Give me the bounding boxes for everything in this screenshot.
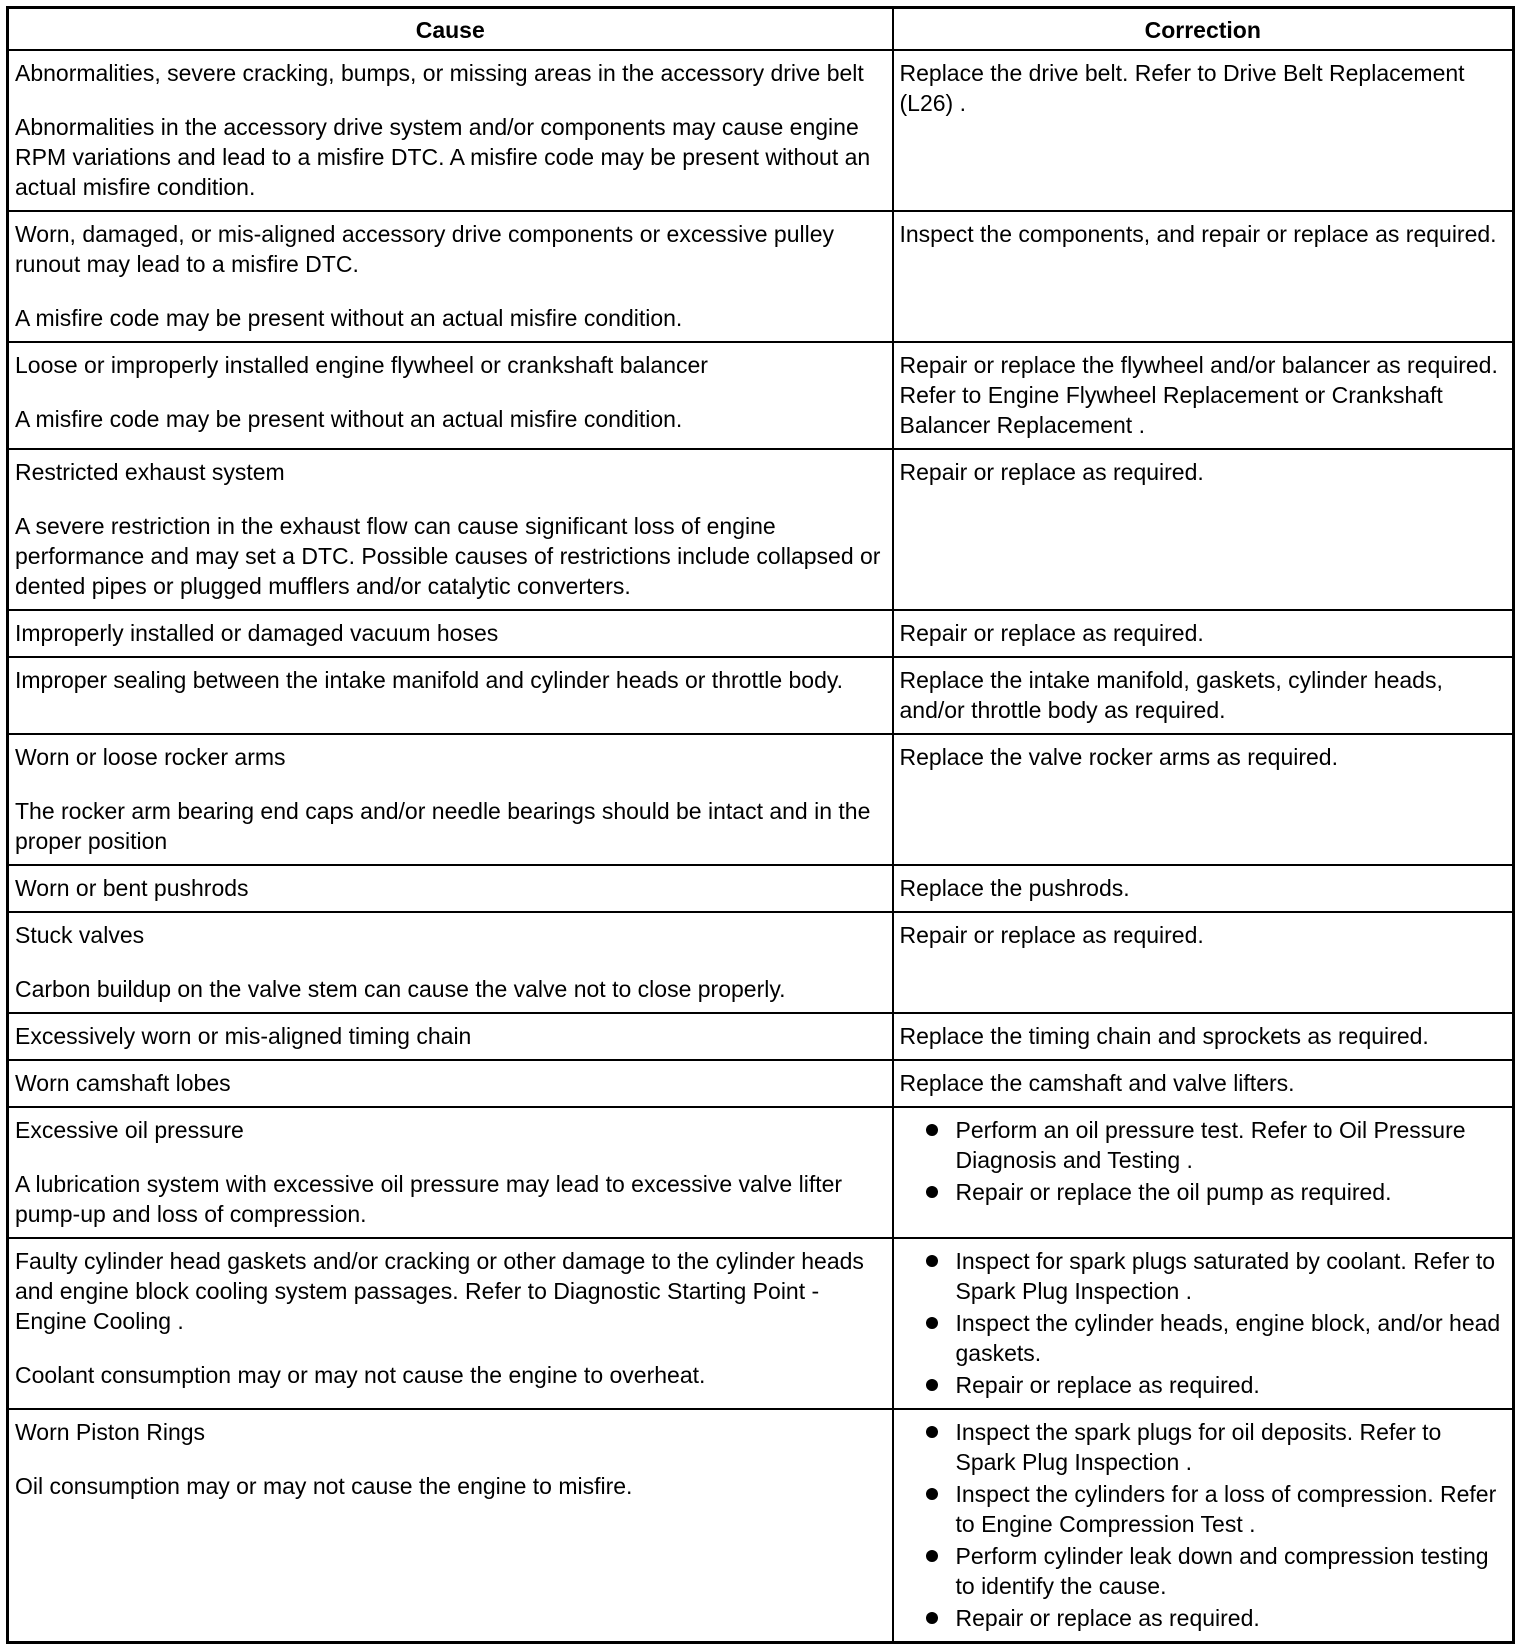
bullet-icon: [926, 1124, 938, 1136]
correction-list: [900, 1115, 1507, 1207]
cause-text: Worn Piston Rings: [15, 1419, 206, 1445]
correction-step-text: Perform an oil pressure test. Refer to Oil Pressure Diagnosis and Testing .: [955, 1117, 1466, 1173]
correction-text: Inspect the components, and repair or replace as required.: [899, 221, 1497, 247]
cause-text: Improperly installed or damaged vacuum hoses: [15, 620, 499, 646]
correction-list-item: [926, 1308, 1507, 1368]
correction-list-item: [926, 1603, 1507, 1633]
cause-note: Oil consumption may or may not cause the engine to misfire.: [15, 1473, 633, 1499]
correction-list-item: [926, 1370, 1507, 1400]
cause-text: Stuck valves: [15, 922, 145, 948]
cause-note: The rocker arm bearing end caps and/or needle bearings should be intact and in the proper position: [15, 798, 871, 854]
bullet-icon: [926, 1488, 938, 1500]
document-page: [6, 6, 1512, 1644]
cause-cell: [8, 734, 893, 865]
cause-text: Worn or bent pushrods: [15, 875, 249, 901]
cause-note: Coolant consumption may or may not cause the engine to overheat.: [15, 1362, 706, 1388]
table-row: [8, 342, 1514, 449]
correction-text: Repair or replace as required.: [899, 922, 1204, 948]
cause-cell: [8, 610, 893, 657]
table-row: [8, 1060, 1514, 1107]
cause-text: Worn, damaged, or mis-aligned accessory drive components or excessive pulley runout may lead to a misfire DTC.: [15, 221, 835, 277]
correction-cell: [893, 865, 1514, 912]
cause-cell: [8, 1238, 893, 1409]
correction-step-text: Perform cylinder leak down and compression testing to identify the cause.: [955, 1543, 1489, 1599]
cause-note: A misfire code may be present without an actual misfire condition.: [15, 406, 683, 432]
cause-cell: [8, 342, 893, 449]
cause-cell: [8, 865, 893, 912]
cause-text: Excessively worn or mis-aligned timing chain: [15, 1023, 472, 1049]
table-row: [8, 734, 1514, 865]
header-row: [8, 8, 1514, 51]
correction-step-text: Inspect the cylinders for a loss of compression. Refer to Engine Compression Test .: [955, 1481, 1497, 1537]
bullet-icon: [926, 1317, 938, 1329]
correction-cell: [893, 610, 1514, 657]
correction-list: [900, 1417, 1507, 1633]
correction-step-text: Repair or replace as required.: [955, 1605, 1260, 1631]
table-row: [8, 610, 1514, 657]
table-row: [8, 1238, 1514, 1409]
table-body: [8, 50, 1514, 1643]
correction-cell: [893, 912, 1514, 1013]
header-cause: Cause: [8, 8, 893, 51]
correction-text: Replace the valve rocker arms as required.: [899, 744, 1338, 770]
correction-text: Repair or replace the flywheel and/or balancer as required. Refer to Engine Flywheel Replacement or Crankshaft Balancer Replacement .: [899, 352, 1498, 438]
cause-cell: [8, 912, 893, 1013]
table-row: [8, 657, 1514, 734]
correction-step-text: Repair or replace as required.: [955, 1372, 1260, 1398]
correction-step-text: Inspect the spark plugs for oil deposits. Refer to Spark Plug Inspection .: [955, 1419, 1442, 1475]
cause-text: Abnormalities, severe cracking, bumps, or missing areas in the accessory drive belt: [15, 60, 864, 86]
correction-text: Repair or replace as required.: [899, 620, 1204, 646]
diagnostic-table: [6, 6, 1515, 1644]
cause-cell: [8, 50, 893, 211]
cause-note: A lubrication system with excessive oil pressure may lead to excessive valve lifter pump-up and loss of compression.: [15, 1171, 843, 1227]
correction-text: Repair or replace as required.: [899, 459, 1204, 485]
correction-cell: [893, 1107, 1514, 1238]
cause-text: Improper sealing between the intake manifold and cylinder heads or throttle body.: [15, 667, 844, 693]
table-row: [8, 449, 1514, 610]
table-row: [8, 1107, 1514, 1238]
correction-list-item: [926, 1479, 1507, 1539]
bullet-icon: [926, 1379, 938, 1391]
cause-text: Excessive oil pressure: [15, 1117, 244, 1143]
table-row: [8, 1409, 1514, 1643]
bullet-icon: [926, 1426, 938, 1438]
bullet-icon: [926, 1612, 938, 1624]
header-correction: Correction: [893, 8, 1514, 51]
correction-list-item: [926, 1541, 1507, 1601]
correction-cell: [893, 1060, 1514, 1107]
correction-list-item: [926, 1417, 1507, 1477]
correction-cell: [893, 211, 1514, 342]
table-row: [8, 1013, 1514, 1060]
cause-note: Carbon buildup on the valve stem can cause the valve not to close properly.: [15, 976, 786, 1002]
correction-text: Replace the intake manifold, gaskets, cylinder heads, and/or throttle body as required.: [899, 667, 1443, 723]
bullet-icon: [926, 1255, 938, 1267]
table-row: [8, 865, 1514, 912]
cause-cell: [8, 1013, 893, 1060]
correction-list: [900, 1246, 1507, 1400]
bullet-icon: [926, 1186, 938, 1198]
correction-step-text: Inspect for spark plugs saturated by coolant. Refer to Spark Plug Inspection .: [955, 1248, 1496, 1304]
table-row: [8, 912, 1514, 1013]
correction-text: Replace the pushrods.: [899, 875, 1130, 901]
bullet-icon: [926, 1550, 938, 1562]
cause-cell: [8, 1060, 893, 1107]
cause-note: A misfire code may be present without an actual misfire condition.: [15, 305, 683, 331]
cause-text: Restricted exhaust system: [15, 459, 285, 485]
correction-text: Replace the drive belt. Refer to Drive Belt Replacement (L26) .: [899, 60, 1465, 116]
correction-list-item: [926, 1246, 1507, 1306]
cause-cell: [8, 449, 893, 610]
correction-cell: [893, 1409, 1514, 1643]
correction-cell: [893, 734, 1514, 865]
correction-cell: [893, 50, 1514, 211]
correction-text: Replace the timing chain and sprockets as required.: [899, 1023, 1429, 1049]
correction-cell: [893, 1238, 1514, 1409]
correction-step-text: Repair or replace the oil pump as required.: [955, 1179, 1392, 1205]
cause-text: Worn or loose rocker arms: [15, 744, 286, 770]
cause-cell: [8, 1107, 893, 1238]
table-row: [8, 211, 1514, 342]
correction-step-text: Inspect the cylinder heads, engine block, and/or head gaskets.: [955, 1310, 1501, 1366]
cause-cell: [8, 211, 893, 342]
correction-text: Replace the camshaft and valve lifters.: [899, 1070, 1295, 1096]
cause-note: Abnormalities in the accessory drive system and/or components may cause engine RPM variations and lead to a misfire DTC. A misfire code may be present without an actual misfire condition.: [15, 114, 871, 200]
correction-cell: [893, 1013, 1514, 1060]
cause-text: Loose or improperly installed engine flywheel or crankshaft balancer: [15, 352, 708, 378]
correction-list-item: [926, 1115, 1507, 1175]
correction-cell: [893, 657, 1514, 734]
cause-text: Worn camshaft lobes: [15, 1070, 231, 1096]
cause-cell: [8, 1409, 893, 1643]
table-row: [8, 50, 1514, 211]
correction-list-item: [926, 1177, 1507, 1207]
cause-note: A severe restriction in the exhaust flow can cause significant loss of engine performance and may set a DTC. Possible causes of restrictions include collapsed or dented pipes or plugged mufflers and/or catalytic converters.: [15, 513, 881, 599]
cause-text: Faulty cylinder head gaskets and/or cracking or other damage to the cylinder heads and engine block cooling system passages. Refer to Diagnostic Starting Point - Engine Cooling .: [15, 1248, 864, 1334]
correction-cell: [893, 342, 1514, 449]
correction-cell: [893, 449, 1514, 610]
cause-cell: [8, 657, 893, 734]
